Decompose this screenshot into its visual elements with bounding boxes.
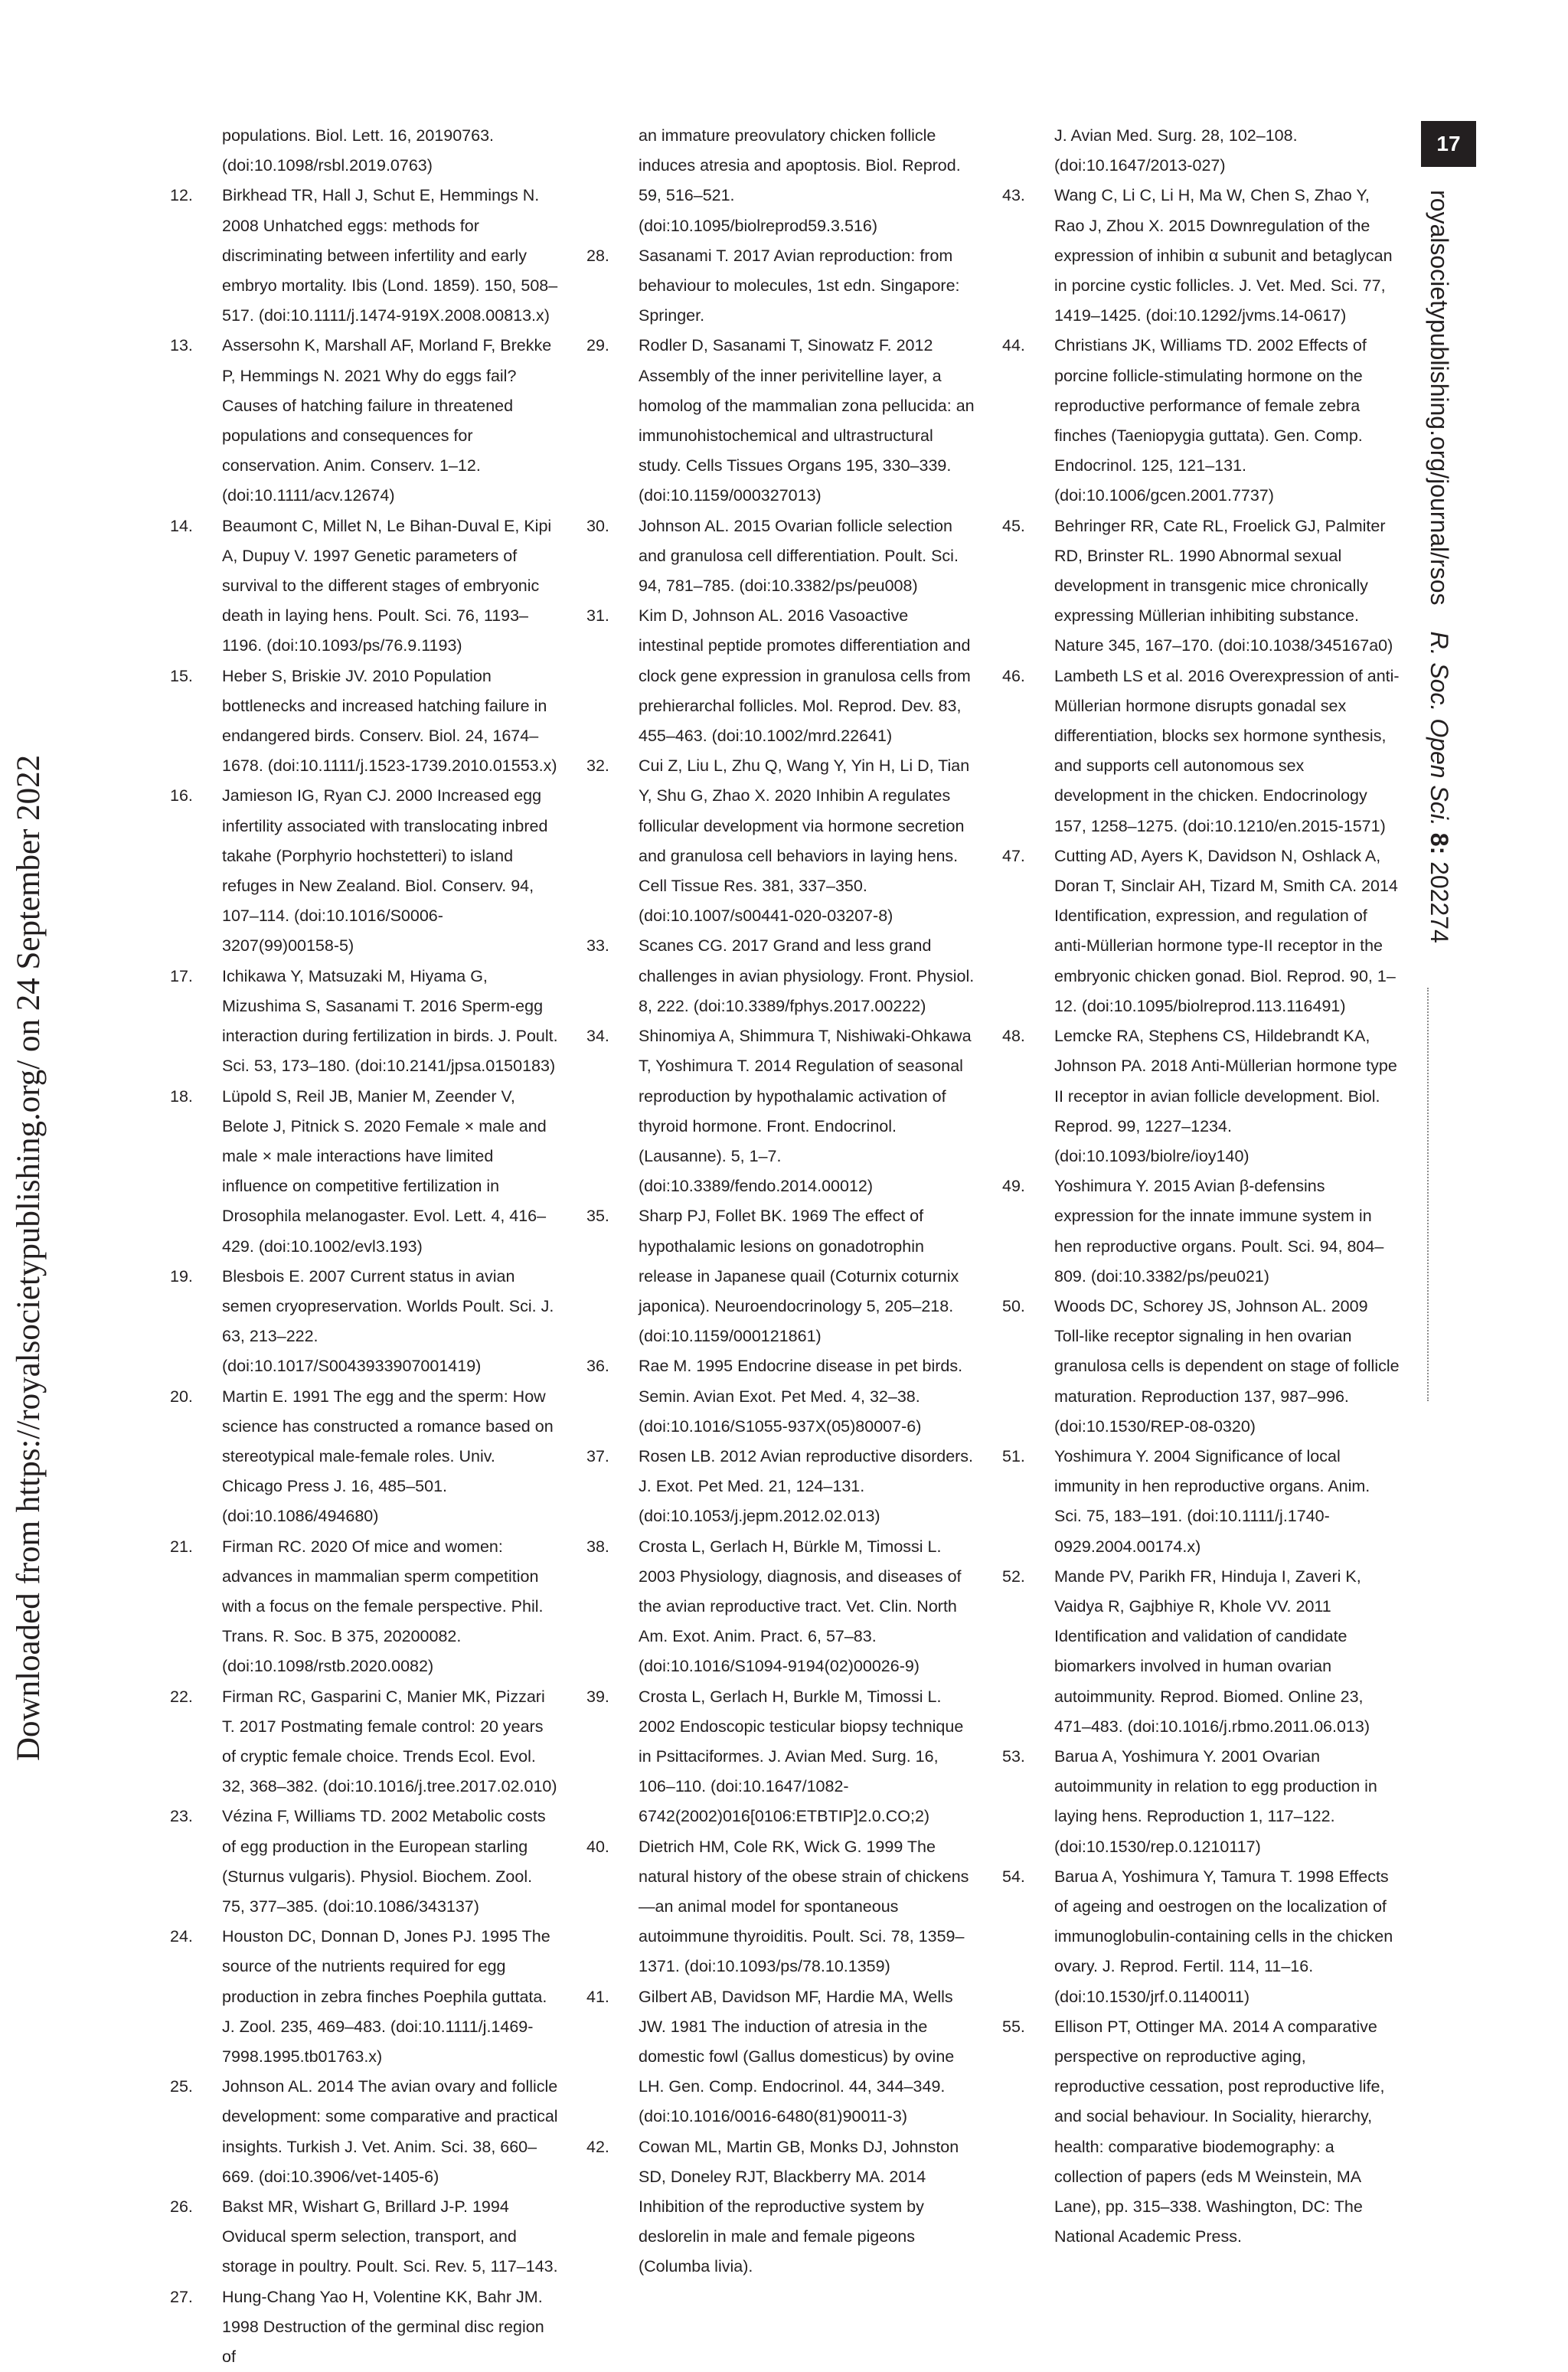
reference-text: Hung-Chang Yao H, Volentine KK, Bahr JM. 1998 Destruction of the germinal disc region of [222, 2287, 544, 2367]
reference-text: Sharp PJ, Follet BK. 1969 The effect of hypothalamic lesions on gonadotrophin release in Japanese quail (Coturnix coturnix japonica). Neuroendocrinology 5, 205–218. (doi:10.1159/000121861) [639, 1207, 959, 1346]
reference-item [586, 331, 975, 511]
reference-number: 22. [170, 1687, 193, 1706]
article-number: 202274 [1426, 861, 1453, 943]
reference-column-3 [1002, 121, 1400, 2252]
reference-item [170, 1682, 559, 1802]
reference-number: 51. [1002, 1446, 1025, 1465]
reference-item [170, 2282, 559, 2372]
reference-item [1002, 1442, 1400, 1562]
dotted-rule [1427, 988, 1429, 1401]
reference-text: Mande PV, Parikh FR, Hinduja I, Zaveri K, Vaidya R, Gajbhiye R, Khole VV. 2011 Identification and validation of candidate biomarkers involved in human ovarian autoimmunity. Reprod. Biomed. Online 23, 471–483. (doi:10.1016/j.rbmo.2011.06.013) [1054, 1567, 1370, 1736]
reference-number: 46. [1002, 666, 1025, 685]
reference-text: Cowan ML, Martin GB, Monks DJ, Johnston SD, Doneley RJT, Blackberry MA. 2014 Inhibition of the reproductive system by deslorelin in male and female pigeons (Columba livia). [639, 2137, 959, 2276]
reference-text: Rosen LB. 2012 Avian reproductive disorders. J. Exot. Pet Med. 21, 124–131. (doi:10.1053/j.jepm.2012.02.013) [639, 1446, 974, 1526]
reference-number: 20. [170, 1387, 193, 1406]
reference-text: Scanes CG. 2017 Grand and less grand challenges in avian physiology. Front. Physiol. 8, 222. (doi:10.3389/fphys.2017.00222) [639, 936, 975, 1015]
reference-item [586, 241, 975, 332]
reference-text: Firman RC. 2020 Of mice and women: advances in mammalian sperm competition with a focus on the female perspective. Phil. Trans. R. Soc. B 375, 20200082. (doi:10.1098/rstb.2020.0082) [222, 1537, 544, 1676]
reference-number: 36. [586, 1357, 609, 1376]
reference-text: Yoshimura Y. 2004 Significance of local immunity in hen reproductive organs. Anim. Sci. 75, 183–191. (doi:10.1111/j.1740-0929.2004.00174.x) [1054, 1446, 1370, 1556]
reference-text: Wang C, Li C, Li H, Ma W, Chen S, Zhao Y, Rao J, Zhou X. 2015 Downregulation of the expression of inhibin α subunit and betaglycan in porcine cystic follicles. J. Vet. Med. Sci. 77, 1419–1425. (doi:10.1292/jvms.14-0617) [1054, 186, 1393, 325]
reference-item [170, 1802, 559, 1922]
reference-item [586, 1021, 975, 1201]
reference-text: Ichikawa Y, Matsuzaki M, Hiyama G, Mizushima S, Sasanami T. 2016 Sperm-egg interaction during fertilization in birds. J. Poult. Sci. 53, 173–180. (doi:10.2141/jpsa.0150183) [222, 966, 558, 1076]
reference-text: Kim D, Johnson AL. 2016 Vasoactive intestinal peptide promotes differentiation and clock gene expression in granulosa cells from prehierarchal follicles. Mol. Reprod. Dev. 83, 455–463. (doi:10.1002/mrd.22641) [639, 606, 971, 746]
reference-number: 30. [586, 516, 609, 535]
journal-name: R. Soc. Open Sci. [1426, 631, 1453, 826]
reference-number: 49. [1002, 1177, 1025, 1196]
reference-item [1002, 331, 1400, 511]
reference-number: 24. [170, 1927, 193, 1946]
reference-number: 28. [586, 246, 609, 265]
reference-item [170, 781, 559, 961]
reference-text: Ellison PT, Ottinger MA. 2014 A comparative perspective on reproductive aging, reproductive cessation, post reproductive life, and social behaviour. In Sociality, hierarchy, health: comparative biodemography: a collection of papers (eds M Weinstein, MA Lane), pp. 315–338. Washington, DC: The National Academic Press. [1054, 2017, 1385, 2246]
reference-item [170, 1262, 559, 1382]
reference-number: 21. [170, 1537, 193, 1556]
reference-text: Lüpold S, Reil JB, Manier M, Zeender V, Belote J, Pitnick S. 2020 Female × male and male × male interactions have limited influence on competitive fertilization in Drosophila melanogaster. Evol. Lett. 4, 416–429. (doi:10.1002/evl3.193) [222, 1086, 547, 1256]
reference-text: Rodler D, Sasanami T, Sinowatz F. 2012 Assembly of the inner perivitelline layer, a homolog of the mammalian zona pellucida: an immunohistochemical and ultrastructural study. Cells Tissues Organs 195, 330–339. (doi:10.1159/000327013) [639, 336, 975, 505]
reference-number: 40. [586, 1837, 609, 1856]
reference-number: 37. [586, 1446, 609, 1465]
reference-number: 23. [170, 1807, 193, 1826]
reference-text: Lambeth LS et al. 2016 Overexpression of anti-Müllerian hormone disrupts gonadal sex differentiation, blocks sex hormone synthesis, and supports cell autonomous sex development in the chicken. Endocrinology 157, 1258–1275. (doi:10.1210/en.2015-1571) [1054, 666, 1400, 835]
reference-item [1002, 1171, 1400, 1292]
reference-number: 50. [1002, 1296, 1025, 1315]
reference-item [1002, 511, 1400, 662]
reference-text: Lemcke RA, Stephens CS, Hildebrandt KA, Johnson PA. 2018 Anti-Müllerian hormone type II receptor in avian follicle development. Biol. Reprod. 99, 1227–1234. (doi:10.1093/biolre/ioy140) [1054, 1027, 1397, 1165]
reference-text: Crosta L, Gerlach H, Burkle M, Timossi L. 2002 Endoscopic testicular biopsy technique in Psittaciformes. J. Avian Med. Surg. 16, 106–110. (doi:10.1647/1082-6742(2002)016[0106:ETBTIP]2.0.CO;2) [639, 1687, 964, 1826]
reference-number: 32. [586, 756, 609, 776]
reference-number: 16. [170, 786, 193, 805]
reference-number: 45. [1002, 516, 1025, 535]
reference-text: Woods DC, Schorey JS, Johnson AL. 2009 Toll-like receptor signaling in hen ovarian granulosa cells is dependent on stage of follicle maturation. Reproduction 137, 987–996. (doi:10.1530/REP-08-0320) [1054, 1296, 1400, 1436]
reference-item [586, 1442, 975, 1532]
reference-number: 54. [1002, 1867, 1025, 1886]
reference-text: Behringer RR, Cate RL, Froelick GJ, Palmiter RD, Brinster RL. 1990 Abnormal sexual development in transgenic mice chronically expressing Müllerian inhibiting substance. Nature 345, 167–170. (doi:10.1038/345167a0) [1054, 516, 1393, 655]
reference-number: 43. [1002, 186, 1025, 205]
reference-number: 42. [586, 2137, 609, 2156]
reference-item [170, 1532, 559, 1682]
reference-item [586, 1201, 975, 1351]
reference-text: Jamieson IG, Ryan CJ. 2000 Increased egg infertility associated with translocating inbred takahe (Porphyrio hochstetteri) to island refuges in New Zealand. Biol. Conserv. 94, 107–114. (doi:10.1016/S0006-3207(99)00158-5) [222, 786, 548, 956]
reference-text: Barua A, Yoshimura Y, Tamura T. 1998 Effects of ageing and oestrogen on the localization of immunoglobulin-containing cells in the chicken ovary. J. Reprod. Fertil. 114, 11–16. (doi:10.1530/jrf.0.1140011) [1054, 1867, 1393, 2006]
reference-number: 52. [1002, 1567, 1025, 1586]
reference-item [170, 121, 559, 181]
reference-item [586, 1832, 975, 1982]
journal-url: royalsocietypublishing.org/journal/rsos [1426, 190, 1453, 606]
reference-item [170, 662, 559, 782]
reference-item [170, 962, 559, 1082]
reference-number: 47. [1002, 846, 1025, 865]
reference-item [1002, 121, 1400, 181]
reference-item [1002, 2012, 1400, 2253]
page-number: 17 [1421, 121, 1476, 167]
journal-volume: 8: [1426, 832, 1453, 855]
reference-number: 34. [586, 1027, 609, 1046]
reference-number: 18. [170, 1086, 193, 1106]
reference-item [170, 511, 559, 662]
reference-text: Gilbert AB, Davidson MF, Hardie MA, Wells JW. 1981 The induction of atresia in the domestic fowl (Gallus domesticus) by ovine LH. Gen. Comp. Endocrinol. 44, 344–349. (doi:10.1016/0016-6480(81)90011-3) [639, 1987, 955, 2126]
download-watermark: Downloaded from https://royalsocietypublishing.org/ on 24 September 2022 [11, 754, 47, 1761]
reference-item [586, 121, 975, 241]
reference-text: Beaumont C, Millet N, Le Bihan-Duval E, Kipi A, Dupuy V. 1997 Genetic parameters of survival to the different stages of embryonic death in laying hens. Poult. Sci. 76, 1193–1196. (doi:10.1093/ps/76.9.1193) [222, 516, 552, 655]
reference-number: 39. [586, 1687, 609, 1706]
reference-item [586, 1532, 975, 1682]
running-header [1424, 190, 1455, 1262]
reference-item [1002, 181, 1400, 331]
reference-number: 48. [1002, 1027, 1025, 1046]
reference-item [170, 2072, 559, 2192]
reference-column-1 [170, 121, 559, 2372]
reference-number: 27. [170, 2287, 193, 2306]
reference-text: Dietrich HM, Cole RK, Wick G. 1999 The natural history of the obese strain of chickens—an animal model for spontaneous autoimmune thyroiditis. Poult. Sci. 78, 1359–1371. (doi:10.1093/ps/78.10.1359) [639, 1837, 969, 1976]
reference-text: an immature preovulatory chicken follicle induces atresia and apoptosis. Biol. Reprod. 59, 516–521. (doi:10.1095/biolreprod59.3.516) [639, 126, 961, 235]
reference-item [1002, 662, 1400, 841]
reference-item [1002, 1742, 1400, 1862]
reference-text: J. Avian Med. Surg. 28, 102–108. (doi:10.1647/2013-027) [1054, 126, 1298, 175]
reference-number: 26. [170, 2197, 193, 2217]
reference-number: 44. [1002, 336, 1025, 355]
reference-item [586, 511, 975, 602]
reference-text: Cui Z, Liu L, Zhu Q, Wang Y, Yin H, Li D, Tian Y, Shu G, Zhao X. 2020 Inhibin A regulates follicular development via hormone secretion and granulosa cell behaviors in laying hens. Cell Tissue Res. 381, 337–350. (doi:10.1007/s00441-020-03207-8) [639, 756, 970, 926]
reference-item [1002, 1562, 1400, 1742]
reference-item [586, 601, 975, 751]
reference-text: Firman RC, Gasparini C, Manier MK, Pizzari T. 2017 Postmating female control: 20 years of cryptic female choice. Trends Ecol. Evol. 32, 368–382. (doi:10.1016/j.tree.2017.02.010) [222, 1687, 557, 1796]
reference-number: 25. [170, 2077, 193, 2096]
reference-text: Yoshimura Y. 2015 Avian β-defensins expression for the innate immune system in hen reproductive organs. Poult. Sci. 94, 804–809. (doi:10.3382/ps/peu021) [1054, 1177, 1384, 1286]
reference-item [1002, 841, 1400, 1021]
reference-text: Christians JK, Williams TD. 2002 Effects of porcine follicle-stimulating hormone on the reproductive performance of female zebra finches (Taeniopygia guttata). Gen. Comp. Endocrinol. 125, 121–131. (doi:10.1006/gcen.2001.7737) [1054, 336, 1367, 505]
reference-number: 17. [170, 966, 193, 985]
reference-item [586, 2132, 975, 2282]
reference-text: Vézina F, Williams TD. 2002 Metabolic costs of egg production in the European starling (Sturnus vulgaris). Physiol. Biochem. Zool. 75, 377–385. (doi:10.1086/343137) [222, 1807, 546, 1916]
reference-text: Johnson AL. 2014 The avian ovary and follicle development: some comparative and practical insights. Turkish J. Vet. Anim. Sci. 38, 660–669. (doi:10.3906/vet-1405-6) [222, 2077, 558, 2186]
reference-number: 55. [1002, 2017, 1025, 2036]
reference-item [170, 1082, 559, 1262]
reference-number: 29. [586, 336, 609, 355]
reference-number: 12. [170, 186, 193, 205]
reference-item [170, 1922, 559, 2072]
reference-item [1002, 1292, 1400, 1442]
reference-text: Cutting AD, Ayers K, Davidson N, Oshlack A, Doran T, Sinclair AH, Tizard M, Smith CA. 2014 Identification, expression, and regulation of anti-Müllerian hormone type-II receptor in the embryonic chicken gonad. Biol. Reprod. 90, 1–12. (doi:10.1095/biolreprod.113.116491) [1054, 846, 1398, 1015]
reference-text: Sasanami T. 2017 Avian reproduction: from behaviour to molecules, 1st edn. Singapore: Springer. [639, 246, 960, 325]
reference-item [586, 931, 975, 1021]
reference-number: 19. [170, 1266, 193, 1286]
reference-text: Blesbois E. 2007 Current status in avian semen cryopreservation. Worlds Poult. Sci. J. 63, 213–222. (doi:10.1017/S0043933907001419) [222, 1266, 554, 1376]
reference-number: 15. [170, 666, 193, 685]
reference-number: 41. [586, 1987, 609, 2006]
reference-text: Shinomiya A, Shimmura T, Nishiwaki-Ohkawa T, Yoshimura T. 2014 Regulation of seasonal reproduction by hypothalamic activation of thyroid hormone. Front. Endocrinol. (Lausanne). 5, 1–7. (doi:10.3389/fendo.2014.00012) [639, 1027, 972, 1196]
reference-item [586, 751, 975, 931]
reference-text: Martin E. 1991 The egg and the sperm: How science has constructed a romance based on stereotypical male-female roles. Univ. Chicago Press J. 16, 485–501. (doi:10.1086/494680) [222, 1387, 554, 1526]
reference-text: Crosta L, Gerlach H, Bürkle M, Timossi L. 2003 Physiology, diagnosis, and diseases of the avian reproductive tract. Vet. Clin. North Am. Exot. Anim. Pract. 6, 57–83. (doi:10.1016/S1094-9194(02)00026-9) [639, 1537, 962, 1676]
reference-number: 35. [586, 1207, 609, 1226]
reference-text: Birkhead TR, Hall J, Schut E, Hemmings N. 2008 Unhatched eggs: methods for discriminating between infertility and early embryo mortality. Ibis (Lond. 1859). 150, 508–517. (doi:10.1111/j.1474-919X.2008.00813.x) [222, 186, 558, 325]
reference-number: 33. [586, 936, 609, 956]
reference-text: Heber S, Briskie JV. 2010 Population bottlenecks and increased hatching failure in endangered birds. Conserv. Biol. 24, 1674–1678. (doi:10.1111/j.1523-1739.2010.01553.x) [222, 666, 557, 776]
reference-number: 38. [586, 1537, 609, 1556]
reference-item [586, 1982, 975, 2132]
reference-text: Bakst MR, Wishart G, Brillard J-P. 1994 Oviducal sperm selection, transport, and storage in poultry. Poult. Sci. Rev. 5, 117–143. [222, 2197, 558, 2276]
reference-text: Barua A, Yoshimura Y. 2001 Ovarian autoimmunity in relation to egg production in laying hens. Reproduction 1, 117–122. (doi:10.1530/rep.0.1210117) [1054, 1746, 1377, 1856]
reference-text: populations. Biol. Lett. 16, 20190763. (doi:10.1098/rsbl.2019.0763) [222, 126, 495, 175]
reference-number: 14. [170, 516, 193, 535]
reference-text: Assersohn K, Marshall AF, Morland F, Brekke P, Hemmings N. 2021 Why do eggs fail? Causes of hatching failure in threatened populations and consequences for conservation. Anim. Conserv. 1–12. (doi:10.1111/acv.12674) [222, 336, 552, 505]
reference-item [170, 181, 559, 331]
reference-item [1002, 1862, 1400, 2012]
reference-item [586, 1351, 975, 1442]
reference-number: 53. [1002, 1746, 1025, 1766]
reference-text: Johnson AL. 2015 Ovarian follicle selection and granulosa cell differentiation. Poult. Sci. 94, 781–785. (doi:10.3382/ps/peu008) [639, 516, 959, 596]
reference-number: 31. [586, 606, 609, 626]
reference-text: Rae M. 1995 Endocrine disease in pet birds. Semin. Avian Exot. Pet Med. 4, 32–38. (doi:10.1016/S1055-937X(05)80007-6) [639, 1357, 963, 1436]
reference-item [170, 331, 559, 511]
reference-column-2 [586, 121, 975, 2282]
reference-number: 13. [170, 336, 193, 355]
reference-item [1002, 1021, 1400, 1171]
reference-item [170, 1382, 559, 1532]
reference-text: Houston DC, Donnan D, Jones PJ. 1995 The source of the nutrients required for egg production in zebra finches Poephila guttata. J. Zool. 235, 469–483. (doi:10.1111/j.1469-7998.1995.tb01763.x) [222, 1927, 550, 2066]
reference-item [170, 2192, 559, 2282]
reference-item [586, 1682, 975, 1832]
